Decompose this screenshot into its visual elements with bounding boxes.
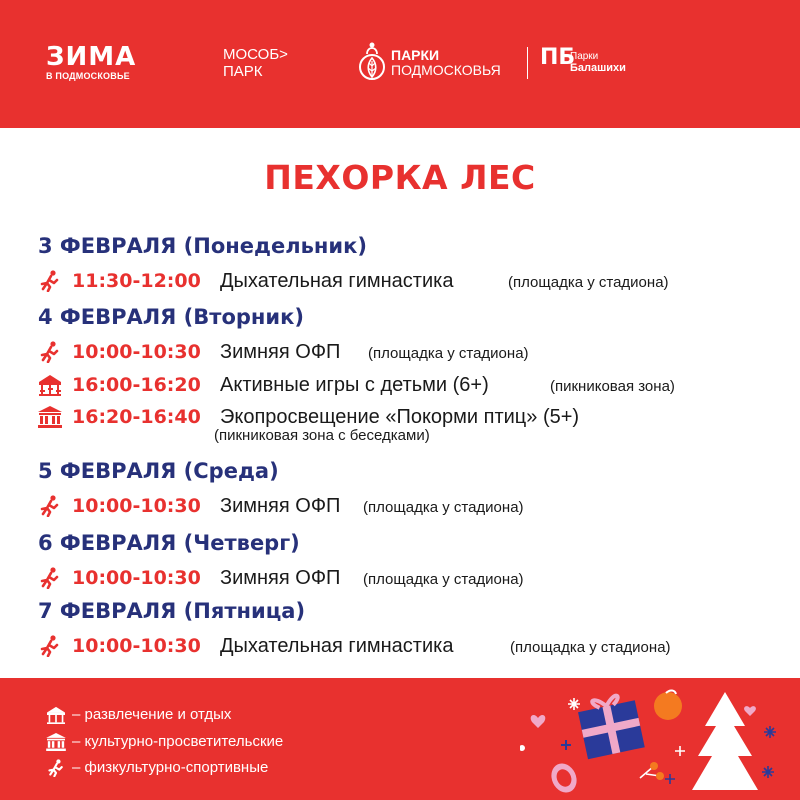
museum-icon <box>38 406 62 428</box>
runner-icon <box>46 759 66 777</box>
event-name: Зимняя ОФП <box>220 567 341 589</box>
day-heading: 7 ФЕВРАЛЯ (Пятница) <box>38 599 306 623</box>
legend-label: – развлечение и отдых <box>72 706 232 723</box>
event-time: 16:00-16:20 <box>72 374 201 396</box>
event-location: (площадка у стадиона) <box>368 345 529 362</box>
event-location: (пикниковая зона с беседками) <box>214 427 430 444</box>
zima-logo-subtitle: В ПОДМОСКОВЬЕ <box>46 71 130 81</box>
event-location: (площадка у стадиона) <box>508 274 669 291</box>
mosobpark-logo-line2: ПАРК <box>223 63 263 80</box>
day-heading: 5 ФЕВРАЛЯ (Среда) <box>38 459 279 483</box>
event-name: Экопросвещение «Покорми птиц» (5+) <box>220 406 580 428</box>
zima-logo <box>46 44 136 82</box>
balashikha-logo-line2: Балашихи <box>570 62 626 74</box>
zima-logo-title: ЗИМА <box>46 42 137 72</box>
header-bar <box>0 0 800 128</box>
event-time: 10:00-10:30 <box>72 567 201 589</box>
runner-icon <box>38 635 62 657</box>
balashikha-logo-line1: Парки <box>570 51 599 62</box>
event-time: 10:00-10:30 <box>72 495 201 517</box>
event-name: Зимняя ОФП <box>220 495 341 517</box>
event-name: Дыхательная гимнастика <box>220 270 454 292</box>
mosobpark-logo <box>223 46 288 80</box>
day-heading: 4 ФЕВРАЛЯ (Вторник) <box>38 305 304 329</box>
parki-logo-line1: ПАРКИ <box>391 47 440 63</box>
day-heading: 3 ФЕВРАЛЯ (Понедельник) <box>38 234 367 258</box>
runner-icon <box>38 341 62 363</box>
carousel-icon <box>46 706 66 724</box>
footer-bar <box>0 678 800 800</box>
carousel-icon <box>38 374 62 396</box>
event-time: 10:00-10:30 <box>72 635 201 657</box>
parki-emblem-icon <box>358 40 386 84</box>
legend-label: – физкультурно-спортивные <box>72 759 269 776</box>
legend-label: – культурно-просветительские <box>72 733 284 750</box>
logo-divider <box>527 47 528 79</box>
event-name: Дыхательная гимнастика <box>220 635 454 657</box>
event-name: Активные игры с детьми (6+) <box>220 374 489 396</box>
event-location: (площадка у стадиона) <box>363 499 524 516</box>
runner-icon <box>38 270 62 292</box>
event-location: (площадка у стадиона) <box>510 639 671 656</box>
mosobpark-logo-line1: МОСОБ> <box>223 46 288 63</box>
museum-icon <box>46 733 66 751</box>
event-location: (площадка у стадиона) <box>363 571 524 588</box>
parki-logo-line2: ПОДМОСКОВЬЯ <box>391 62 501 78</box>
event-time: 16:20-16:40 <box>72 406 201 428</box>
runner-icon <box>38 495 62 517</box>
runner-icon <box>38 567 62 589</box>
event-name: Зимняя ОФП <box>220 341 341 363</box>
event-time: 10:00-10:30 <box>72 341 201 363</box>
winter-decoration-illustration <box>520 678 800 800</box>
event-time: 11:30-12:00 <box>72 270 201 292</box>
page-title: ПЕХОРКА ЛЕС <box>264 158 536 197</box>
balashikha-monogram: ПБ <box>540 45 576 70</box>
day-heading: 6 ФЕВРАЛЯ (Четверг) <box>38 531 300 555</box>
event-location: (пикниковая зона) <box>550 378 675 395</box>
